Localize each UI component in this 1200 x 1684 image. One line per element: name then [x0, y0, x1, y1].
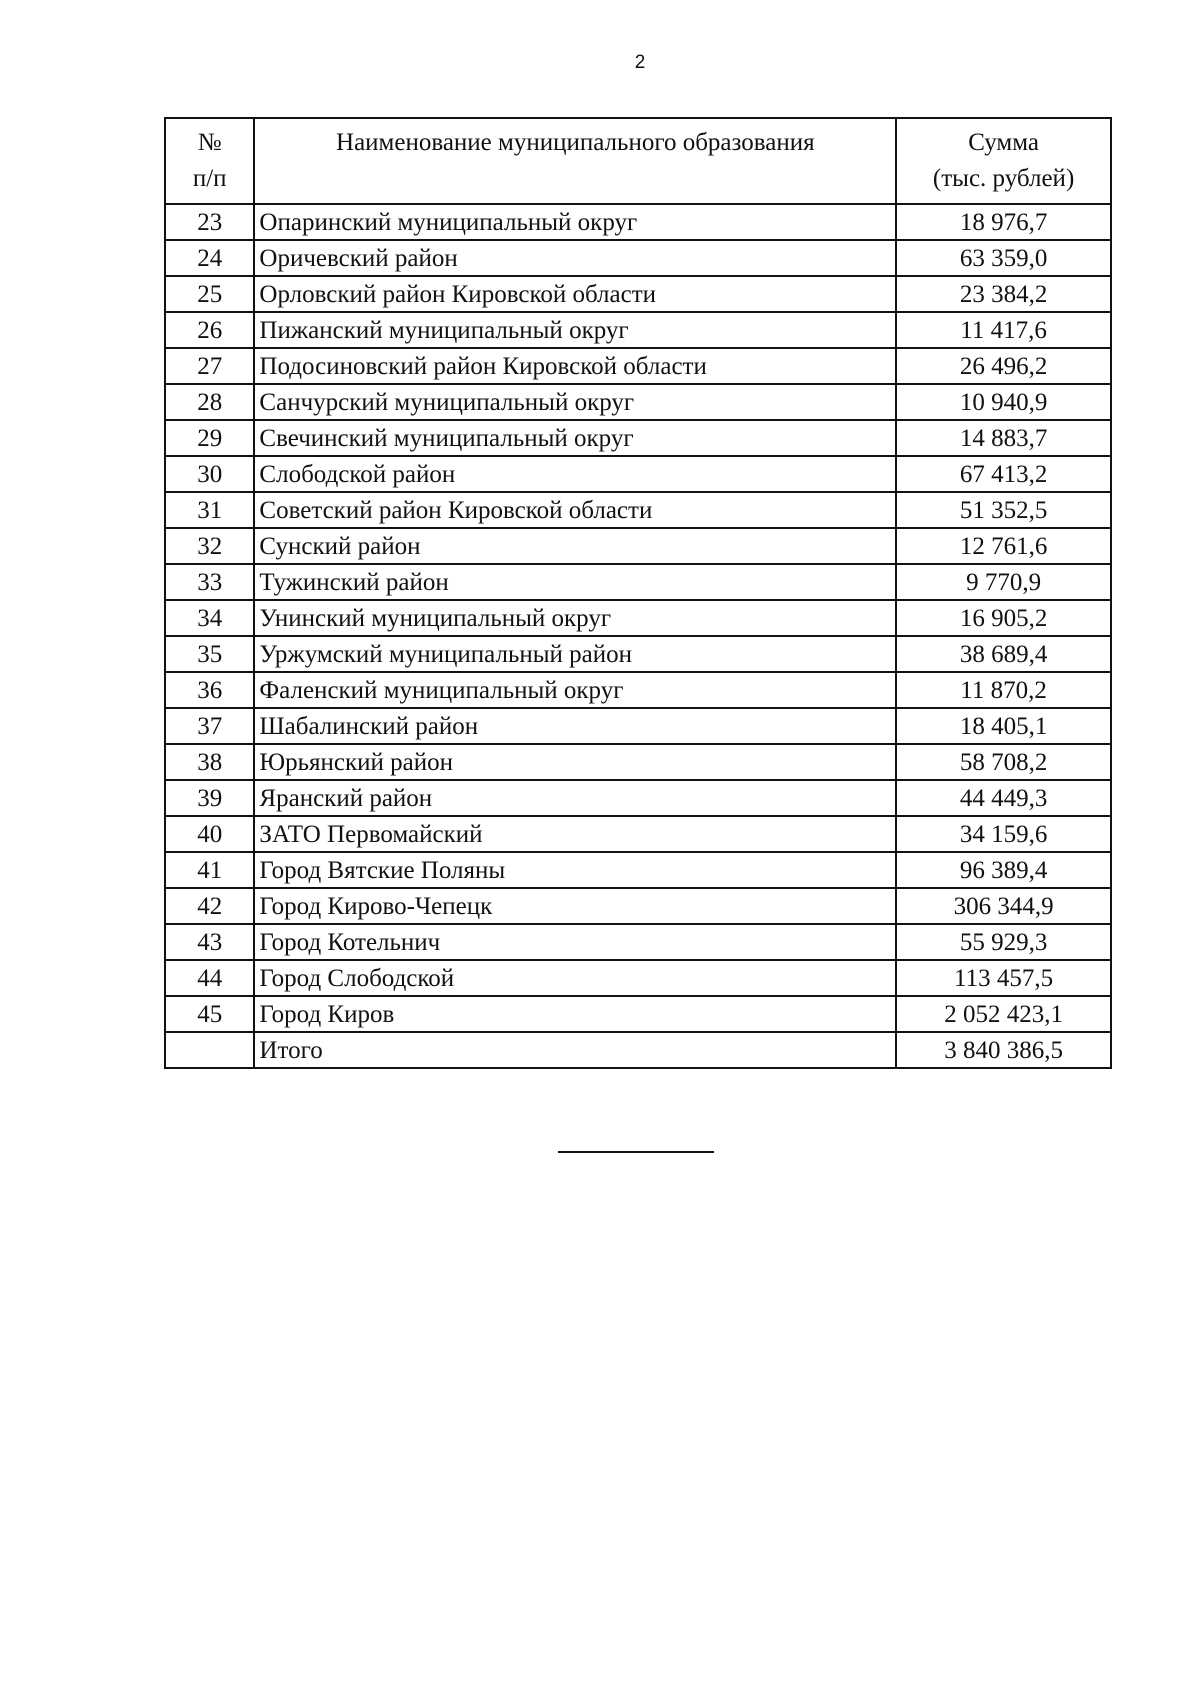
row-number-cell: 27	[165, 348, 254, 384]
row-number-cell: 23	[165, 204, 254, 240]
row-sum-cell: 63 359,0	[896, 240, 1111, 276]
total-label-cell: Итого	[254, 1032, 896, 1068]
table-row	[165, 600, 1111, 636]
row-number-cell: 41	[165, 852, 254, 888]
row-sum-cell: 11 870,2	[896, 672, 1111, 708]
row-sum-cell: 18 405,1	[896, 708, 1111, 744]
table-row	[165, 276, 1111, 312]
table-header	[165, 118, 1111, 204]
row-sum-cell: 18 976,7	[896, 204, 1111, 240]
table-row	[165, 204, 1111, 240]
row-number-cell: 36	[165, 672, 254, 708]
header-number-cell	[165, 118, 254, 204]
row-sum-cell: 10 940,9	[896, 384, 1111, 420]
row-name-cell: Город Вятские Поляны	[254, 852, 896, 888]
table-row	[165, 996, 1111, 1032]
row-number-cell: 44	[165, 960, 254, 996]
row-number-cell: 25	[165, 276, 254, 312]
table-row	[165, 960, 1111, 996]
table-row	[165, 924, 1111, 960]
row-name-cell: Пижанский муниципальный округ	[254, 312, 896, 348]
row-number-cell: 33	[165, 564, 254, 600]
row-sum-cell: 23 384,2	[896, 276, 1111, 312]
table-body	[165, 204, 1111, 1068]
row-name-cell: ЗАТО Первомайский	[254, 816, 896, 852]
row-number-cell: 24	[165, 240, 254, 276]
row-sum-cell: 67 413,2	[896, 456, 1111, 492]
header-sum-line2: (тыс. рублей)	[932, 165, 1075, 192]
table-row	[165, 636, 1111, 672]
row-sum-cell: 55 929,3	[896, 924, 1111, 960]
header-sum-line1: Сумма	[968, 129, 1039, 156]
row-sum-cell: 306 344,9	[896, 888, 1111, 924]
row-name-cell: Подосиновский район Кировской области	[254, 348, 896, 384]
row-name-cell: Фаленский муниципальный округ	[254, 672, 896, 708]
row-sum-cell: 34 159,6	[896, 816, 1111, 852]
row-number-cell: 29	[165, 420, 254, 456]
row-sum-cell: 96 389,4	[896, 852, 1111, 888]
row-name-cell: Тужинский район	[254, 564, 896, 600]
end-of-document-rule	[558, 1151, 714, 1153]
row-number-cell: 38	[165, 744, 254, 780]
table-row	[165, 816, 1111, 852]
row-number-cell: 30	[165, 456, 254, 492]
table-row	[165, 564, 1111, 600]
row-number-cell: 26	[165, 312, 254, 348]
table-row	[165, 312, 1111, 348]
row-name-cell: Город Слободской	[254, 960, 896, 996]
header-number-line2: п/п	[192, 165, 227, 192]
row-sum-cell: 51 352,5	[896, 492, 1111, 528]
table-row	[165, 888, 1111, 924]
table-row	[165, 384, 1111, 420]
total-number-cell	[165, 1032, 254, 1068]
row-name-cell: Слободской район	[254, 456, 896, 492]
row-number-cell: 45	[165, 996, 254, 1032]
table-row	[165, 708, 1111, 744]
table-row	[165, 672, 1111, 708]
row-sum-cell: 2 052 423,1	[896, 996, 1111, 1032]
row-number-cell: 31	[165, 492, 254, 528]
header-number-line1: №	[197, 129, 222, 156]
row-number-cell: 35	[165, 636, 254, 672]
total-row	[165, 1032, 1111, 1068]
row-sum-cell: 9 770,9	[896, 564, 1111, 600]
table-row	[165, 240, 1111, 276]
header-row	[165, 118, 1111, 204]
row-name-cell: Санчурский муниципальный округ	[254, 384, 896, 420]
row-number-cell: 37	[165, 708, 254, 744]
table-row	[165, 348, 1111, 384]
table-row	[165, 456, 1111, 492]
row-sum-cell: 44 449,3	[896, 780, 1111, 816]
row-sum-cell: 12 761,6	[896, 528, 1111, 564]
row-sum-cell: 26 496,2	[896, 348, 1111, 384]
row-number-cell: 32	[165, 528, 254, 564]
row-sum-cell: 14 883,7	[896, 420, 1111, 456]
header-name-cell: Наименование муниципального образования	[254, 118, 896, 204]
table-row	[165, 744, 1111, 780]
row-name-cell: Город Киров	[254, 996, 896, 1032]
municipal-sums-table	[164, 117, 1112, 1069]
table-row	[165, 492, 1111, 528]
row-name-cell: Яранский район	[254, 780, 896, 816]
row-sum-cell: 58 708,2	[896, 744, 1111, 780]
row-name-cell: Орловский район Кировской области	[254, 276, 896, 312]
table-row	[165, 420, 1111, 456]
row-sum-cell: 11 417,6	[896, 312, 1111, 348]
row-name-cell: Город Кирово-Чепецк	[254, 888, 896, 924]
row-sum-cell: 16 905,2	[896, 600, 1111, 636]
table-row	[165, 852, 1111, 888]
row-name-cell: Сунский район	[254, 528, 896, 564]
row-name-cell: Оричевский район	[254, 240, 896, 276]
row-number-cell: 34	[165, 600, 254, 636]
row-number-cell: 42	[165, 888, 254, 924]
page-number: 2	[634, 52, 646, 73]
table-row	[165, 780, 1111, 816]
row-number-cell: 39	[165, 780, 254, 816]
row-name-cell: Уржумский муниципальный район	[254, 636, 896, 672]
total-sum-cell: 3 840 386,5	[896, 1032, 1111, 1068]
header-sum-cell	[896, 118, 1111, 204]
row-name-cell: Город Котельнич	[254, 924, 896, 960]
row-name-cell: Советский район Кировской области	[254, 492, 896, 528]
table-row	[165, 528, 1111, 564]
row-number-cell: 40	[165, 816, 254, 852]
row-name-cell: Юрьянский район	[254, 744, 896, 780]
row-name-cell: Опаринский муниципальный округ	[254, 204, 896, 240]
row-name-cell: Свечинский муниципальный округ	[254, 420, 896, 456]
row-name-cell: Шабалинский район	[254, 708, 896, 744]
row-sum-cell: 38 689,4	[896, 636, 1111, 672]
row-name-cell: Унинский муниципальный округ	[254, 600, 896, 636]
row-sum-cell: 113 457,5	[896, 960, 1111, 996]
row-number-cell: 43	[165, 924, 254, 960]
row-number-cell: 28	[165, 384, 254, 420]
